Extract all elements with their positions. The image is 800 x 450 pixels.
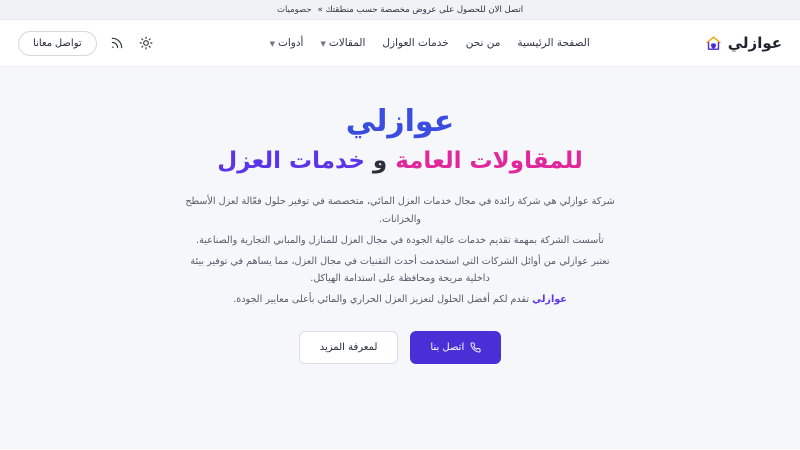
- hero-cta-row: [0, 331, 800, 364]
- brand-logo[interactable]: [705, 34, 782, 52]
- announcement-label: حصوميات: [276, 4, 312, 15]
- hero-subtitle: [0, 147, 800, 177]
- hero-subtitle-part1: للمقاولات العامة: [395, 147, 583, 174]
- announcement-bar[interactable]: [0, 0, 800, 20]
- call-us-label: اتصل بنا: [430, 341, 465, 353]
- nav-label: خدمات العوازل: [382, 37, 449, 49]
- nav-item-articles[interactable]: [320, 37, 365, 49]
- nav-label: الصفحة الرئيسية: [517, 37, 590, 49]
- call-us-button[interactable]: [410, 331, 501, 364]
- nav-item-about[interactable]: [466, 37, 501, 49]
- hero-paragraph-1: شركة عوازلي هي شركة رائدة في مجال خدمات العزل المائي، متخصصة في توفير حلول فعّالة لعزل الأسطح والخزانات.: [185, 196, 615, 226]
- hero-paragraph-3: تعتبر عوازلي من أوائل الشركات التي استخدمت أحدث التقنيات في مجال العزل، مما يساهم في توفير بيئة داخلية مريحة ومحافظة على استدامة الهياكل.: [190, 255, 610, 285]
- rss-icon[interactable]: [109, 35, 126, 52]
- phone-icon: [470, 342, 481, 353]
- hero-title: عوازلي: [345, 104, 455, 139]
- nav-item-services[interactable]: [382, 37, 448, 49]
- hero-subtitle-part2: خدمات العزل: [217, 147, 365, 174]
- hero-section: [0, 67, 800, 449]
- nav-item-tools[interactable]: [270, 37, 304, 49]
- hero-description: [185, 193, 615, 308]
- chevron-down-icon: ▼: [269, 40, 275, 48]
- header-actions: [18, 31, 155, 56]
- hero-inline-brand: عوازلي: [532, 294, 567, 306]
- hero-paragraph-2: تأسست الشركة بمهمة تقديم خدمات عالية الجودة في مجال العزل للمنازل والمباني التجارية والصناعية.: [196, 234, 604, 246]
- hero-subtitle-conj: و: [364, 147, 396, 174]
- contact-button[interactable]: تواصل معانا: [18, 31, 97, 56]
- announcement-text: اتصل الان للحصول على عروض مخصصة حسب منطقتك »: [317, 4, 524, 15]
- sun-icon[interactable]: [138, 35, 155, 52]
- brand-name: عوازلي: [727, 34, 782, 52]
- hero-paragraph-4: [185, 291, 615, 309]
- primary-nav: [270, 37, 590, 49]
- nav-item-home[interactable]: [517, 37, 589, 49]
- nav-label: أدوات: [277, 37, 304, 49]
- hero-paragraph-4-rest: تقدم لكم أفضل الحلول لتعزيز العزل الحراري والمائي بأعلى معايير الجودة.: [233, 294, 533, 306]
- site-header: [0, 20, 800, 67]
- house-shield-icon: [705, 35, 722, 52]
- learn-more-button[interactable]: لمعرفة المزيد: [299, 331, 399, 364]
- nav-label: المقالات: [328, 37, 366, 49]
- chevron-down-icon: ▼: [320, 40, 326, 48]
- nav-label: من نحن: [465, 37, 501, 49]
